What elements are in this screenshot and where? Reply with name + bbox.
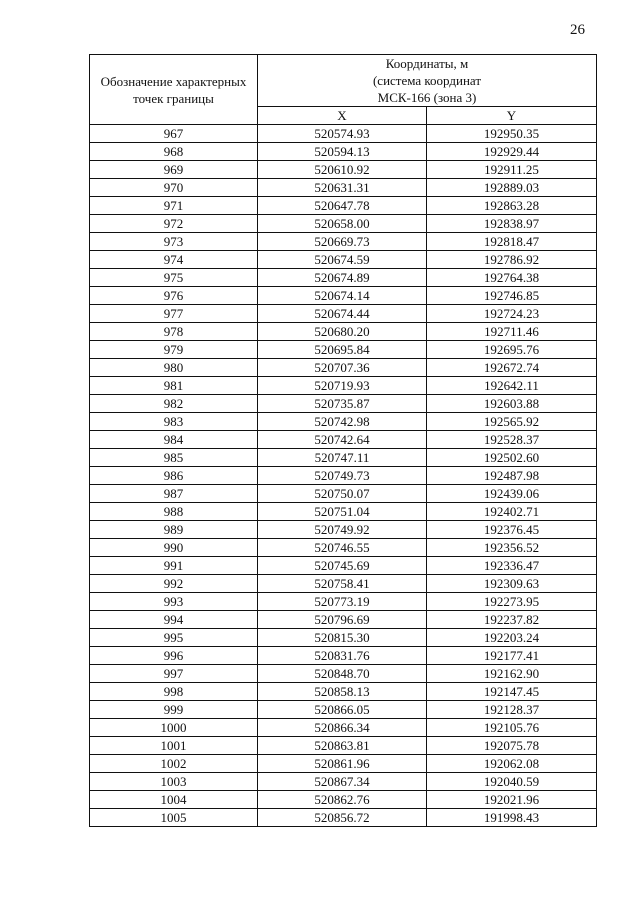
y-cell: 192786.92 [427, 251, 597, 269]
table-row [90, 521, 597, 539]
point-id-cell: 988 [90, 503, 258, 521]
point-id-cell: 1005 [90, 809, 258, 827]
table-body [90, 125, 597, 827]
x-cell: 520751.04 [258, 503, 427, 521]
y-cell: 192724.23 [427, 305, 597, 323]
y-cell: 192764.38 [427, 269, 597, 287]
x-cell: 520631.31 [258, 179, 427, 197]
table-row [90, 449, 597, 467]
y-cell: 192376.45 [427, 521, 597, 539]
y-cell: 192402.71 [427, 503, 597, 521]
x-cell: 520861.96 [258, 755, 427, 773]
table-row [90, 359, 597, 377]
point-id-cell: 970 [90, 179, 258, 197]
y-cell: 192672.74 [427, 359, 597, 377]
table-row [90, 395, 597, 413]
coords-title-header [258, 55, 597, 107]
point-id-cell: 969 [90, 161, 258, 179]
x-cell: 520749.92 [258, 521, 427, 539]
x-cell: 520796.69 [258, 611, 427, 629]
point-id-cell: 1000 [90, 719, 258, 737]
table-row [90, 233, 597, 251]
x-cell: 520866.34 [258, 719, 427, 737]
x-cell: 520747.11 [258, 449, 427, 467]
x-cell: 520674.14 [258, 287, 427, 305]
point-id-cell: 993 [90, 593, 258, 611]
coords-title-line3: МСК-166 (зона 3) [377, 90, 477, 105]
x-cell: 520815.30 [258, 629, 427, 647]
y-cell: 192237.82 [427, 611, 597, 629]
table-row [90, 179, 597, 197]
point-id-cell: 995 [90, 629, 258, 647]
table-row [90, 305, 597, 323]
table-row [90, 377, 597, 395]
page-number: 26 [570, 22, 585, 38]
y-cell: 192105.76 [427, 719, 597, 737]
coords-title-line1: Координаты, м [385, 56, 469, 71]
x-cell: 520574.93 [258, 125, 427, 143]
coordinates-table [89, 54, 597, 827]
x-cell: 520594.13 [258, 143, 427, 161]
point-id-cell: 1001 [90, 737, 258, 755]
y-cell: 192439.06 [427, 485, 597, 503]
point-id-cell: 976 [90, 287, 258, 305]
point-id-cell: 979 [90, 341, 258, 359]
table-row [90, 161, 597, 179]
x-cell: 520707.36 [258, 359, 427, 377]
x-cell: 520773.19 [258, 593, 427, 611]
y-cell: 192177.41 [427, 647, 597, 665]
y-cell: 192203.24 [427, 629, 597, 647]
table-row [90, 125, 597, 143]
point-id-cell: 987 [90, 485, 258, 503]
table-row [90, 341, 597, 359]
point-id-cell: 975 [90, 269, 258, 287]
x-cell: 520719.93 [258, 377, 427, 395]
point-id-cell: 986 [90, 467, 258, 485]
point-id-cell: 968 [90, 143, 258, 161]
y-cell: 192929.44 [427, 143, 597, 161]
point-id-cell: 974 [90, 251, 258, 269]
x-cell: 520674.89 [258, 269, 427, 287]
y-cell: 192356.52 [427, 539, 597, 557]
x-cell: 520866.05 [258, 701, 427, 719]
coords-title-line2: (система координат [372, 73, 482, 88]
y-cell: 192062.08 [427, 755, 597, 773]
y-cell: 191998.43 [427, 809, 597, 827]
table-row [90, 611, 597, 629]
table-row [90, 323, 597, 341]
y-cell: 192711.46 [427, 323, 597, 341]
point-id-cell: 1004 [90, 791, 258, 809]
point-id-cell: 972 [90, 215, 258, 233]
point-id-cell: 984 [90, 431, 258, 449]
point-id-cell: 977 [90, 305, 258, 323]
table-row [90, 683, 597, 701]
point-id-cell: 997 [90, 665, 258, 683]
x-cell: 520658.00 [258, 215, 427, 233]
point-id-cell: 1002 [90, 755, 258, 773]
table-row [90, 809, 597, 827]
y-cell: 192642.11 [427, 377, 597, 395]
x-cell: 520680.20 [258, 323, 427, 341]
table-row [90, 269, 597, 287]
y-cell: 192309.63 [427, 575, 597, 593]
x-cell: 520750.07 [258, 485, 427, 503]
x-cell: 520735.87 [258, 395, 427, 413]
table-row [90, 647, 597, 665]
table-row [90, 665, 597, 683]
table-row [90, 143, 597, 161]
point-id-cell: 990 [90, 539, 258, 557]
x-cell: 520695.84 [258, 341, 427, 359]
y-cell: 192863.28 [427, 197, 597, 215]
point-id-cell: 967 [90, 125, 258, 143]
y-cell: 192528.37 [427, 431, 597, 449]
x-cell: 520848.70 [258, 665, 427, 683]
point-id-cell: 971 [90, 197, 258, 215]
point-id-cell: 978 [90, 323, 258, 341]
point-id-cell: 992 [90, 575, 258, 593]
y-cell: 192336.47 [427, 557, 597, 575]
point-id-cell: 989 [90, 521, 258, 539]
y-cell: 192695.76 [427, 341, 597, 359]
x-cell: 520742.64 [258, 431, 427, 449]
point-id-cell: 999 [90, 701, 258, 719]
point-id-cell: 991 [90, 557, 258, 575]
x-header: X [258, 107, 427, 125]
table-row [90, 575, 597, 593]
table-row [90, 773, 597, 791]
x-cell: 520863.81 [258, 737, 427, 755]
point-id-cell: 983 [90, 413, 258, 431]
point-id-cell: 973 [90, 233, 258, 251]
table-row [90, 215, 597, 233]
x-cell: 520610.92 [258, 161, 427, 179]
y-cell: 192746.85 [427, 287, 597, 305]
y-cell: 192273.95 [427, 593, 597, 611]
table-row [90, 719, 597, 737]
y-cell: 192603.88 [427, 395, 597, 413]
y-cell: 192021.96 [427, 791, 597, 809]
x-cell: 520669.73 [258, 233, 427, 251]
x-cell: 520745.69 [258, 557, 427, 575]
x-cell: 520758.41 [258, 575, 427, 593]
table-row [90, 503, 597, 521]
y-cell: 192950.35 [427, 125, 597, 143]
x-cell: 520856.72 [258, 809, 427, 827]
point-id-cell: 998 [90, 683, 258, 701]
y-cell: 192128.37 [427, 701, 597, 719]
y-header: Y [427, 107, 597, 125]
table-row [90, 287, 597, 305]
x-cell: 520862.76 [258, 791, 427, 809]
table-row [90, 755, 597, 773]
table-row [90, 431, 597, 449]
point-id-cell: 985 [90, 449, 258, 467]
table-row [90, 629, 597, 647]
point-label-header: Обозначение характерных точек границы [90, 55, 258, 125]
x-cell: 520831.76 [258, 647, 427, 665]
x-cell: 520674.44 [258, 305, 427, 323]
table-row [90, 737, 597, 755]
x-cell: 520674.59 [258, 251, 427, 269]
y-cell: 192147.45 [427, 683, 597, 701]
y-cell: 192911.25 [427, 161, 597, 179]
table-row [90, 539, 597, 557]
point-id-cell: 980 [90, 359, 258, 377]
x-cell: 520867.34 [258, 773, 427, 791]
table-row [90, 701, 597, 719]
table-row [90, 557, 597, 575]
point-id-cell: 994 [90, 611, 258, 629]
table-row [90, 413, 597, 431]
y-cell: 192818.47 [427, 233, 597, 251]
y-cell: 192838.97 [427, 215, 597, 233]
table-row [90, 485, 597, 503]
x-cell: 520742.98 [258, 413, 427, 431]
point-id-cell: 996 [90, 647, 258, 665]
x-cell: 520749.73 [258, 467, 427, 485]
table-row [90, 197, 597, 215]
point-id-cell: 1003 [90, 773, 258, 791]
x-cell: 520858.13 [258, 683, 427, 701]
table-row [90, 593, 597, 611]
y-cell: 192487.98 [427, 467, 597, 485]
x-cell: 520746.55 [258, 539, 427, 557]
table-row [90, 791, 597, 809]
table-row [90, 467, 597, 485]
y-cell: 192162.90 [427, 665, 597, 683]
y-cell: 192502.60 [427, 449, 597, 467]
y-cell: 192075.78 [427, 737, 597, 755]
point-id-cell: 981 [90, 377, 258, 395]
y-cell: 192889.03 [427, 179, 597, 197]
y-cell: 192040.59 [427, 773, 597, 791]
point-id-cell: 982 [90, 395, 258, 413]
x-cell: 520647.78 [258, 197, 427, 215]
table-row [90, 251, 597, 269]
y-cell: 192565.92 [427, 413, 597, 431]
